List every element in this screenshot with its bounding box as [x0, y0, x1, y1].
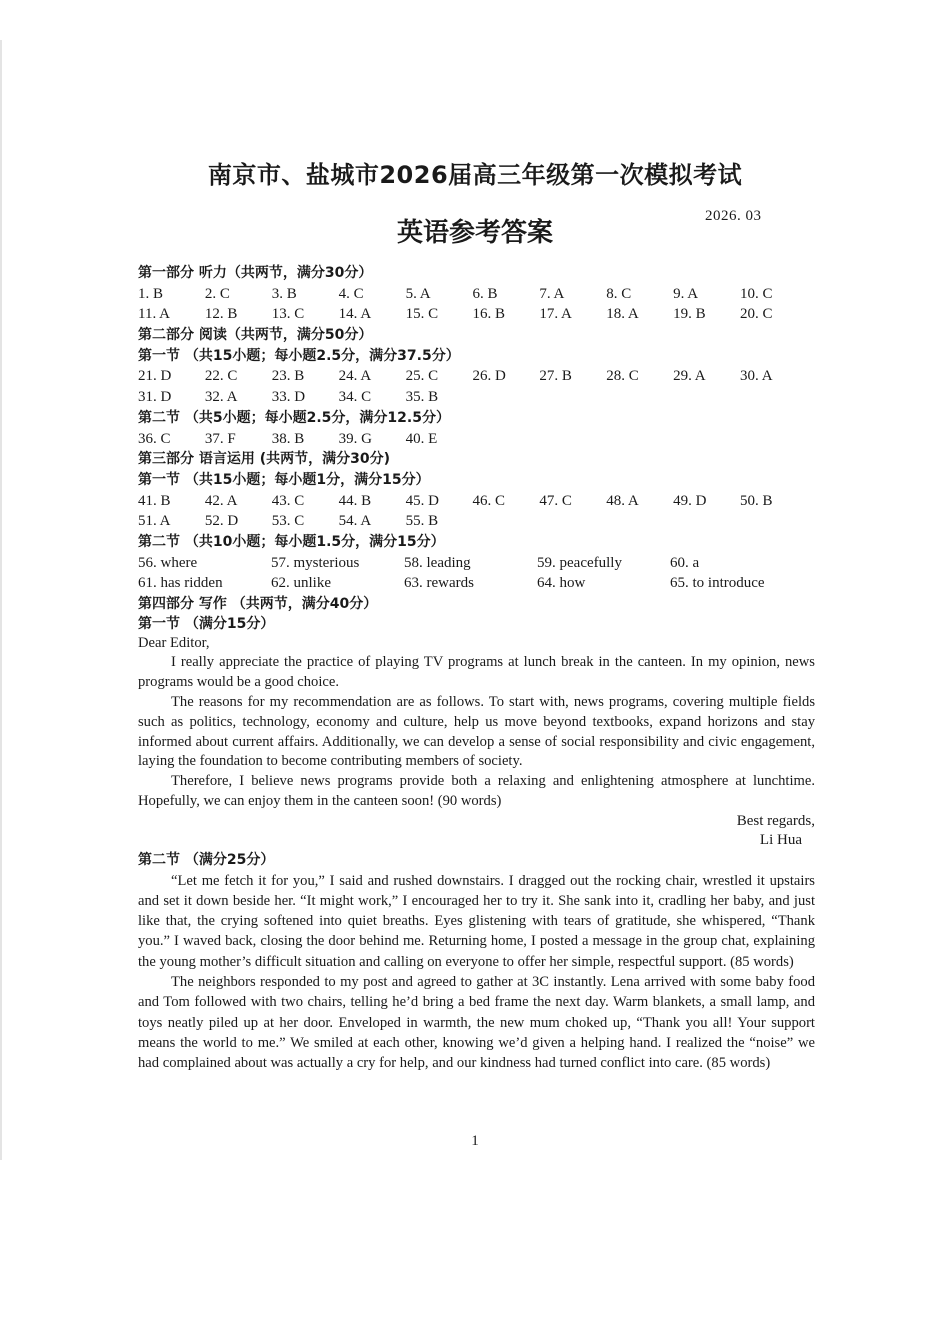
signature-name: Li Hua — [759, 831, 802, 848]
answer-item: 46. C — [472, 492, 505, 509]
answer-item: 8. C — [606, 285, 632, 302]
fill-blank-item: 58. leading — [404, 554, 471, 571]
answer-item: 15. C — [405, 306, 439, 323]
story-paragraph: “Let me fetch it for you,” I said and rushed downstairs. I dragged out the rocking chair, wrestled it upstairs and set it down beside her. “It might work,” I encouraged her to try it. She sank into it, cradling her baby, and just like that, the crying softened into quiet breaths. Eyes glistening with tears of gratitude, she whispered, “Thank you.” I waved back, closing the door behind me. Returning home, I posted a message in the group chat, explaining the young mother’s difficult situation and calling on everyone to offer her simple, respectful support. (85 words) — [138, 872, 815, 970]
answer-item: 25. C — [405, 368, 439, 385]
part2-heading: 第二部分 阅读（共两节，满分50分） — [138, 327, 373, 344]
answer-item: 1. B — [138, 285, 164, 302]
part4-sec2-heading: 第二节 （满分25分） — [138, 851, 275, 868]
answer-item: 21. D — [138, 368, 172, 385]
answer-item: 13. C — [271, 306, 305, 323]
answer-item: 49. D — [673, 492, 707, 509]
letter-paragraph: I really appreciate the practice of playing TV programs at lunch break in the canteen. In my opinion, news programs would be a good choice. — [138, 654, 815, 691]
answer-item: 9. A — [673, 285, 699, 302]
letter-closing — [138, 812, 815, 850]
answer-item: 19. B — [673, 306, 706, 323]
letter-paragraph: Therefore, I believe news programs provide both a relaxing and enlightening atmosphere at lunchtime. Hopefully, we can enjoy them in the canteen soon! (90 words) — [138, 773, 815, 810]
part3-sec2-heading: 第二节 （共10小题；每小题1.5分，满分15分） — [138, 533, 445, 550]
answer-item: 43. C — [271, 492, 305, 509]
answer-row — [138, 429, 815, 450]
answer-item: 11. A — [138, 306, 170, 323]
answer-item: 7. A — [539, 285, 565, 302]
answer-item: 40. E — [405, 430, 438, 447]
answer-row — [138, 304, 815, 325]
part3-sec1-heading: 第一节 （共15小题；每小题1分，满分15分） — [138, 471, 430, 488]
answer-item: 10. C — [740, 285, 773, 302]
answer-item: 33. D — [271, 389, 306, 406]
fill-blank-item: 59. peacefully — [537, 554, 622, 571]
answer-item: 22. C — [204, 368, 238, 385]
fill-blank-item: 57. mysterious — [271, 554, 360, 571]
answer-item: 18. A — [606, 306, 639, 323]
answer-item: 14. A — [338, 306, 372, 323]
exam-title: 南京市、盐城市2026届高三年级第一次模拟考试 — [207, 161, 743, 189]
answer-item: 39. G — [338, 430, 373, 447]
answer-item: 30. A — [740, 368, 773, 385]
answer-item: 2. C — [204, 285, 230, 302]
answer-item: 52. D — [204, 513, 239, 530]
answer-item: 51. A — [138, 513, 171, 530]
letter-paragraph: The reasons for my recommendation are as follows. To start with, news programs, covering multiple fields such as politics, technology, economy and culture, help us move beyond textbooks, expand horizons and stay informed about current affairs. Additionally, we can develop a sense of social responsibility and civic engagement, laying the foundation to become contributing members of society. — [138, 694, 815, 770]
answer-content — [138, 263, 815, 1074]
part2-sec1-heading: 第一节 （共15小题；每小题2.5分，满分37.5分） — [138, 347, 460, 364]
answer-item: 29. A — [673, 368, 706, 385]
answer-item: 50. B — [740, 492, 773, 509]
fill-blank-item: 63. rewards — [404, 575, 474, 592]
fill-blank-item: 64. how — [537, 575, 586, 592]
answer-item: 12. B — [204, 306, 238, 323]
answer-item: 27. B — [539, 368, 572, 385]
answer-item: 41. B — [138, 492, 171, 509]
answer-item: 38. B — [271, 430, 305, 447]
answer-item: 34. C — [338, 389, 372, 406]
letter-salutation: Dear Editor, — [138, 634, 210, 651]
answer-item: 42. A — [204, 492, 238, 509]
answer-item: 53. C — [271, 513, 305, 530]
answer-key-title: 英语参考答案 — [396, 218, 553, 248]
answer-item: 32. A — [204, 389, 238, 406]
fill-blank-row — [138, 553, 815, 574]
closing-phrase: Best regards, — [736, 812, 815, 829]
answer-item: 17. A — [539, 306, 572, 323]
answer-item: 36. C — [138, 430, 171, 447]
answer-item: 23. B — [271, 368, 305, 385]
fill-blank-item: 61. has ridden — [138, 575, 223, 592]
answer-item: 16. B — [472, 306, 505, 323]
answer-row — [138, 284, 815, 305]
answer-item: 35. B — [405, 389, 439, 406]
answer-item: 28. C — [606, 368, 639, 385]
answer-item: 24. A — [338, 368, 372, 385]
answer-row — [138, 366, 815, 387]
fill-blank-item: 62. unlike — [271, 575, 331, 592]
answer-item: 37. F — [204, 430, 236, 447]
fill-blank-item: 65. to introduce — [670, 575, 765, 592]
answer-item: 47. C — [539, 492, 572, 509]
fill-blank-row — [138, 573, 815, 594]
answer-item: 20. C — [740, 306, 773, 323]
exam-date: 2026. 03 — [705, 208, 762, 224]
part3-heading: 第三部分 语言运用 (共两节，满分30分) — [138, 451, 391, 468]
part2-sec2-heading: 第二节 （共5小题；每小题2.5分，满分12.5分） — [138, 409, 450, 426]
fill-blank-item: 60. a — [670, 554, 700, 571]
answer-item: 3. B — [271, 285, 297, 302]
page-number: 1 — [471, 1133, 479, 1149]
answer-item: 48. A — [606, 492, 639, 509]
answer-item: 55. B — [405, 513, 439, 530]
part1-heading: 第一部分 听力（共两节，满分30分） — [138, 265, 373, 281]
answer-item: 26. D — [472, 368, 506, 385]
answer-item: 44. B — [338, 492, 372, 509]
answer-item: 5. A — [405, 285, 431, 302]
answer-item: 54. A — [338, 513, 372, 530]
answer-row — [138, 511, 815, 532]
page-edge — [0, 40, 2, 1160]
answer-item: 6. B — [472, 285, 498, 302]
answer-item: 4. C — [338, 285, 364, 302]
answer-item: 45. D — [405, 492, 439, 509]
fill-blank-item: 56. where — [138, 554, 198, 571]
answer-row — [138, 491, 815, 512]
answer-row — [138, 387, 815, 408]
part4-heading: 第四部分 写作 （共两节，满分40分） — [138, 596, 378, 612]
story-paragraph: The neighbors responded to my post and agreed to gather at 3C instantly. Lena arrived with some baby food and Tom followed with two chairs, telling he’d bring a bed frame the next day. Warm blankets, a small lamp, and toys neatly piled up at her door. Enveloped in warmth, the new mum choked up, “Thank you all! Your support means the world to me.” We smiled at each other, knowing we’d given a helping hand. I realized the “noise” we had complained about was actually a cry for help, and our kindness had turned conflict into care. (85 words) — [138, 974, 815, 1072]
answer-item: 31. D — [138, 389, 172, 406]
part4-sec1-heading: 第一节 （满分15分） — [138, 615, 275, 632]
